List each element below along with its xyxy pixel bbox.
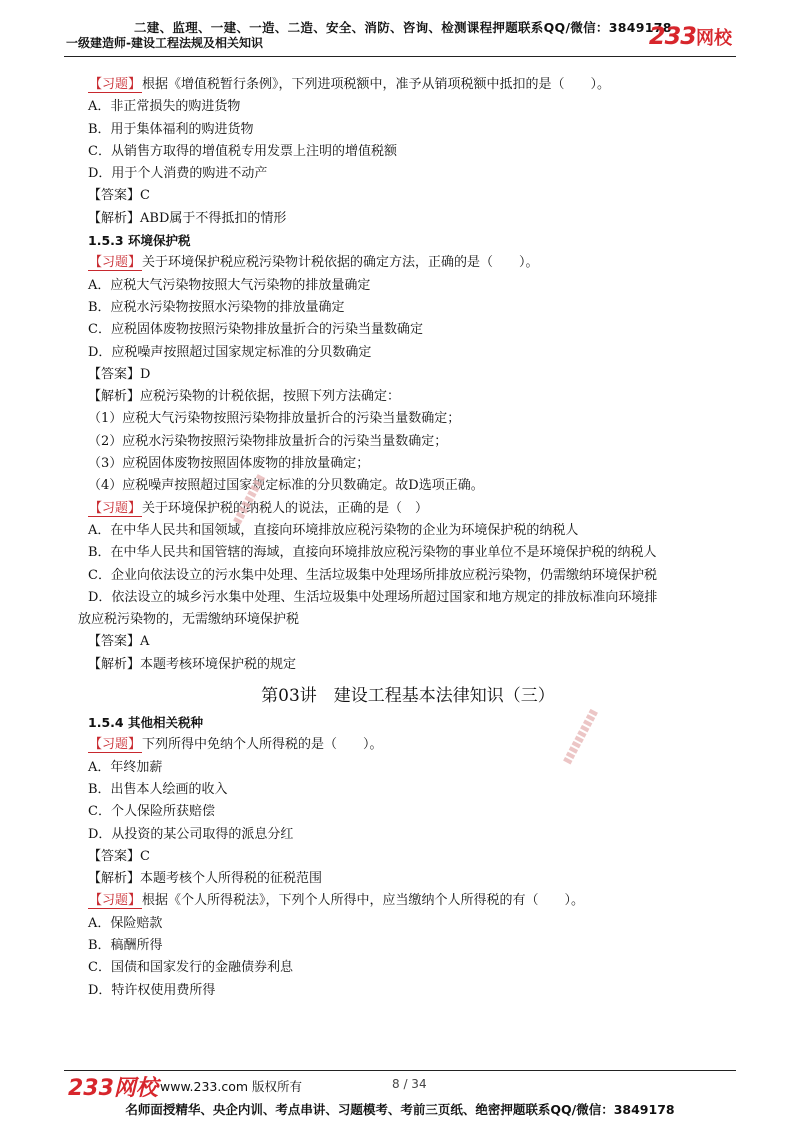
option-a: A．应税大气污染物按照大气污染物的排放量确定 bbox=[88, 277, 371, 293]
document-body bbox=[78, 74, 748, 1002]
answer: 【答案】D bbox=[88, 366, 151, 382]
page-header bbox=[64, 18, 736, 58]
watermark-mark: ▮▮▮▮▮▮▮▮▮▮ bbox=[560, 706, 600, 767]
page-number: 8 / 34 bbox=[392, 1077, 427, 1091]
footer-logo: 233网校 bbox=[68, 1076, 158, 1101]
option-b: B．用于集体福利的购进货物 bbox=[88, 121, 254, 137]
header-promo-line: 二建、监理、一建、一造、二造、安全、消防、咨询、检测课程押题联系QQ/微信：3849178 bbox=[134, 20, 672, 35]
exercise-tag: 【习题】 bbox=[89, 737, 142, 753]
question-stem bbox=[88, 890, 748, 912]
exercise-tag: 【习题】 bbox=[89, 500, 142, 516]
analysis: 【解析】ABD属于不得抵扣的情形 bbox=[88, 210, 287, 226]
answer: 【答案】C bbox=[88, 188, 150, 204]
option-d: D．依法设立的城乡污水集中处理、生活垃圾集中处理场所超过国家和地方规定的排放标准向环境排 bbox=[88, 589, 658, 605]
option-d: D．从投资的某公司取得的派息分红 bbox=[88, 826, 294, 842]
logo-number: 233 bbox=[648, 22, 696, 50]
exercise-tag: 【习题】 bbox=[89, 77, 142, 92]
option-d: D．特许权使用费所得 bbox=[88, 982, 216, 998]
stem-text: 关于环境保护税应税污染物计税依据的确定方法，正确的是（ ）。 bbox=[142, 255, 539, 271]
option-c: C．应税固体废物按照污染物排放量折合的污染当量数确定 bbox=[88, 322, 423, 338]
analysis-point: （4）应税噪声按照超过国家规定标准的分贝数确定。故D选项正确。 bbox=[88, 478, 484, 494]
analysis: 【解析】本题考核个人所得税的征税范围 bbox=[88, 871, 323, 887]
logo-text: 网校 bbox=[696, 28, 732, 49]
header-subject: 一级建造师-建设工程法规及相关知识 bbox=[66, 36, 263, 50]
header-rule bbox=[64, 56, 736, 57]
analysis-point: （1）应税大气污染物按照污染物排放量折合的污染当量数确定； bbox=[88, 411, 461, 427]
lecture-title: 第03讲 建设工程基本法律知识（三） bbox=[261, 686, 555, 707]
footer-site: www.233.com 版权所有 bbox=[160, 1079, 302, 1094]
stem-text: 根据《个人所得税法》，下列个人所得中，应当缴纳个人所得税的有（ ）。 bbox=[142, 893, 585, 909]
option-a: A．年终加薪 bbox=[88, 759, 163, 775]
question-stem bbox=[88, 734, 748, 756]
option-b: B．应税水污染物按照水污染物的排放量确定 bbox=[88, 299, 345, 315]
option-a: A．非正常损失的购进货物 bbox=[88, 99, 241, 115]
exercise-tag: 【习题】 bbox=[89, 255, 142, 271]
question-stem bbox=[88, 498, 748, 520]
watermark-mark: ▮▮▮▮▮▮▮▮▮ bbox=[230, 471, 268, 527]
question-stem bbox=[88, 252, 748, 274]
answer: 【答案】A bbox=[88, 634, 150, 650]
option-b: B．稿酬所得 bbox=[88, 937, 163, 953]
analysis: 【解析】应税污染物的计税依据，按照下列方法确定： bbox=[88, 389, 401, 405]
analysis-point: （3）应税固体废物按照固体废物的排放量确定； bbox=[88, 456, 370, 472]
answer: 【答案】C bbox=[88, 848, 150, 864]
section-heading: 1.5.3 环境保护税 bbox=[88, 233, 191, 249]
question-stem bbox=[88, 74, 748, 96]
analysis-point: （2）应税水污染物按照污染物排放量折合的污染当量数确定； bbox=[88, 433, 448, 449]
footer-promo-line: 名师面授精华、央企内训、考点串讲、习题模考、考前三页纸、绝密押题联系QQ/微信：3849178 bbox=[125, 1102, 675, 1117]
stem-text: 关于环境保护税的纳税人的说法，正确的是（ ） bbox=[142, 500, 429, 516]
option-c: C．企业向依法设立的污水集中处理、生活垃圾集中处理场所排放应税污染物，仍需缴纳环境保护税 bbox=[88, 567, 657, 583]
option-c: C．个人保险所获赔偿 bbox=[88, 804, 215, 820]
option-a: A．在中华人民共和国领域，直接向环境排放应税污染物的企业为环境保护税的纳税人 bbox=[88, 522, 579, 538]
footer-rule bbox=[64, 1070, 736, 1071]
option-c: C．国债和国家发行的金融债券利息 bbox=[88, 960, 293, 976]
brand-logo bbox=[649, 22, 732, 50]
option-a: A．保险赔款 bbox=[88, 915, 163, 931]
option-b: B．在中华人民共和国管辖的海域，直接向环境排放应税污染物的事业单位不是环境保护税的纳税人 bbox=[88, 545, 657, 561]
exercise-tag: 【习题】 bbox=[89, 893, 142, 909]
stem-text: 下列所得中免纳个人所得税的是（ ）。 bbox=[142, 737, 383, 753]
option-d: D．应税噪声按照超过国家规定标准的分贝数确定 bbox=[88, 344, 372, 360]
section-heading: 1.5.4 其他相关税种 bbox=[88, 715, 203, 731]
analysis: 【解析】本题考核环境保护税的规定 bbox=[88, 656, 297, 672]
stem-text: 根据《增值税暂行条例》，下列进项税额中，准予从销项税额中抵扣的是（ ）。 bbox=[142, 77, 611, 92]
option-d-continued: 放应税污染物的，无需缴纳环境保护税 bbox=[78, 612, 300, 628]
option-b: B．出售本人绘画的收入 bbox=[88, 781, 228, 797]
option-c: C．从销售方取得的增值税专用发票上注明的增值税额 bbox=[88, 143, 397, 159]
option-d: D．用于个人消费的购进不动产 bbox=[88, 166, 268, 182]
